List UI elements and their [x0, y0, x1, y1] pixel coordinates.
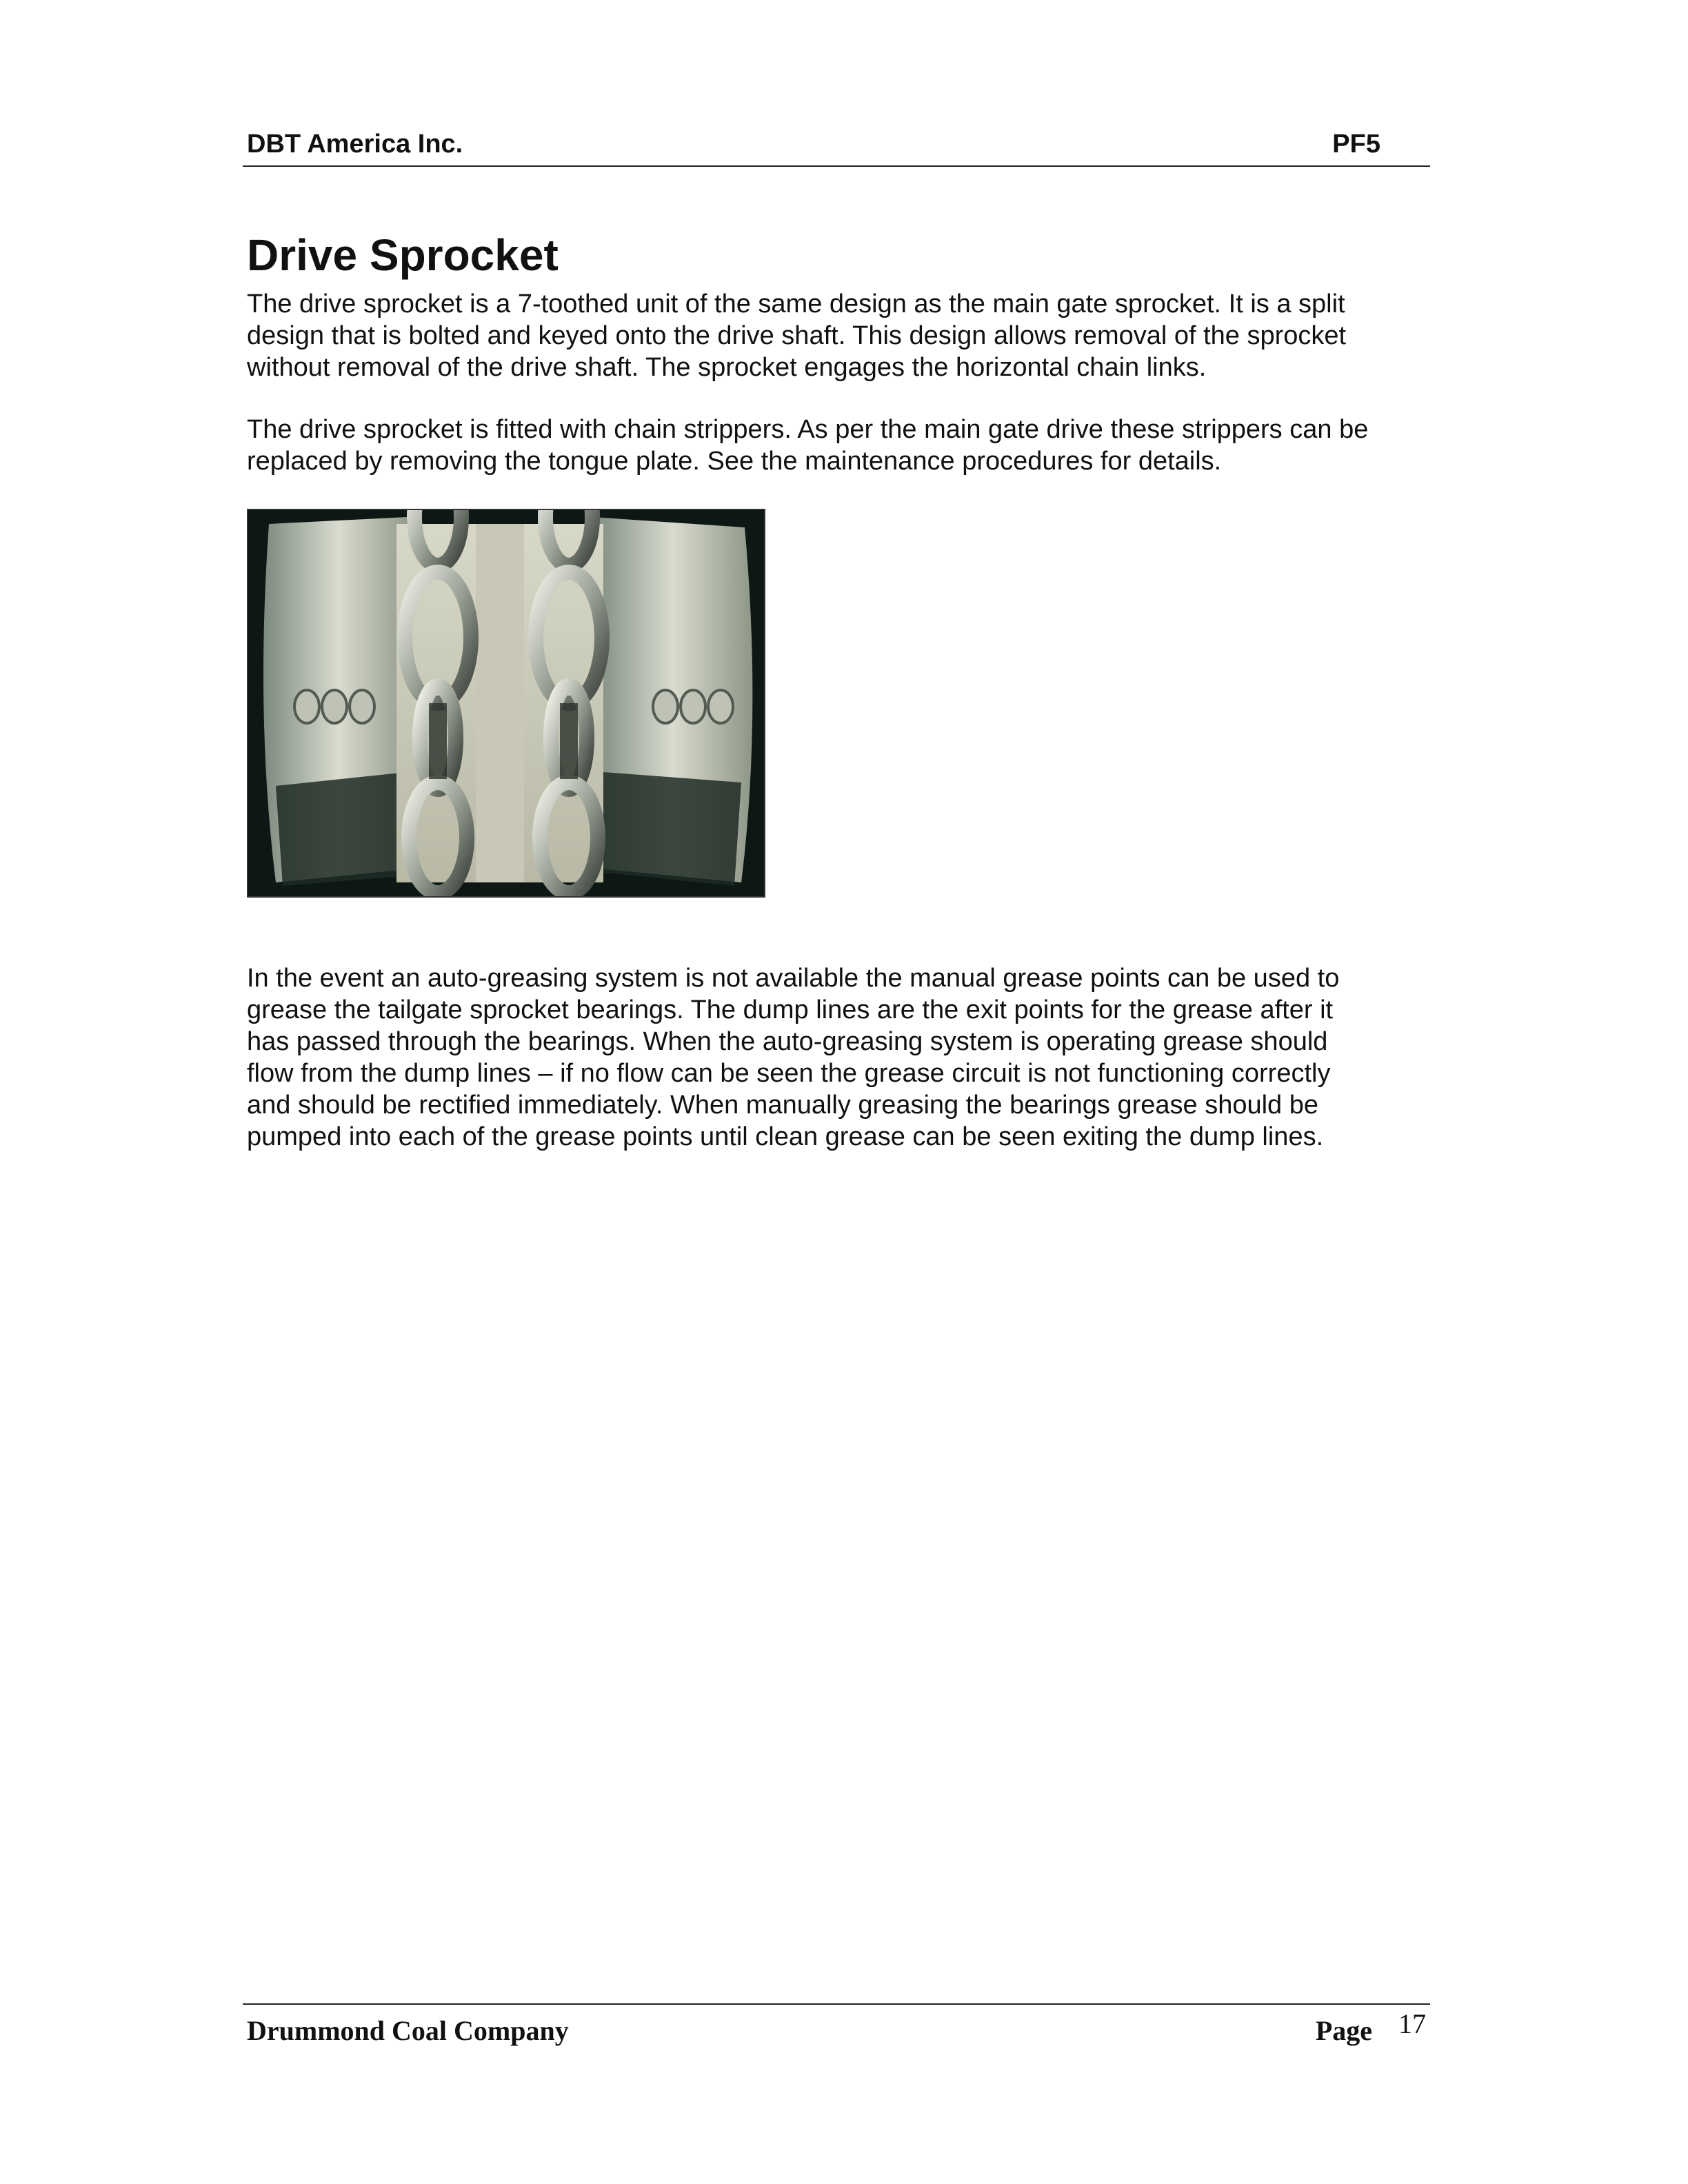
paragraph-grease-points: In the event an auto-greasing system is not available the manual grease points can be used to grease the tailgate sprocket bearings. The dump lines are the exit points for the grease after it has passed through the bearings. When the auto-greasing system is operating grease should flow from the dump lines – if no flow can be seen the grease circuit is not functioning correctly and should be rectified immediately. When manually greasing the bearings grease should be pumped into each of the grease points until clean grease can be seen exiting the dump lines. [247, 964, 1340, 1151]
footer-page-label: Page [1315, 2015, 1372, 2046]
header-company: DBT America Inc. [247, 130, 463, 159]
page-footer [243, 2003, 1430, 2053]
footer-page-number: 17 [1398, 2008, 1426, 2039]
paragraph-chain-strippers: The drive sprocket is fitted with chain strippers. As per the main gate drive these strippers can be replaced by removing the tongue plate. See the maintenance procedures for details. [247, 415, 1369, 476]
page-header [243, 127, 1430, 167]
footer-company: Drummond Coal Company [247, 2015, 569, 2046]
section-title: Drive Sprocket [247, 230, 559, 280]
drive-sprocket-photo [247, 509, 765, 898]
header-doc-code: PF5 [1332, 130, 1380, 159]
paragraph-sprocket-design: The drive sprocket is a 7-toothed unit of the same design as the main gate sprocket. It is a split design that is bolted and keyed onto the drive shaft. This design allows removal of the sprocket without removal of the drive shaft. The sprocket engages the horizontal chain links. [247, 290, 1347, 382]
